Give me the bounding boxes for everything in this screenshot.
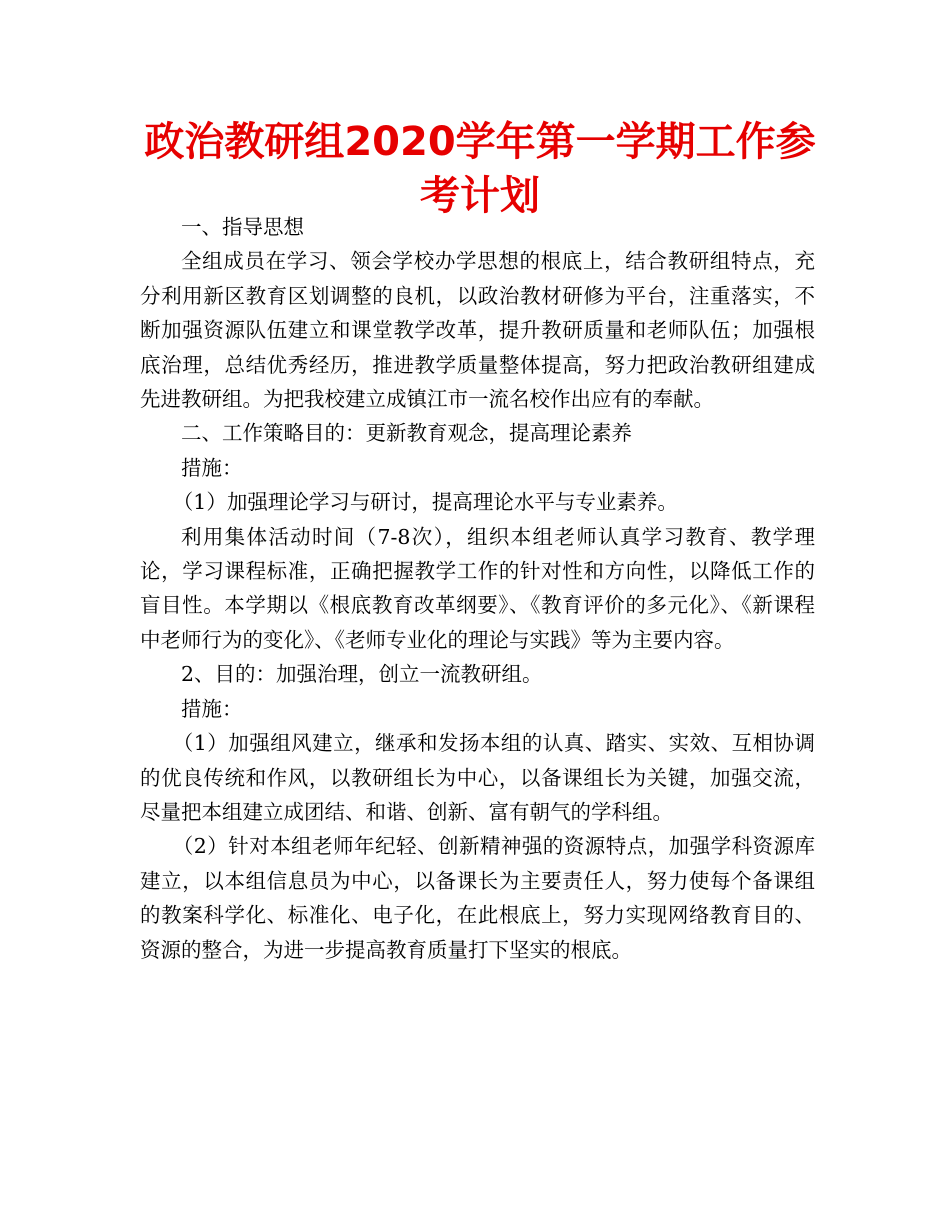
paragraph-study-plan: 利用集体活动时间（7-8次），组织本组老师认真学习教育、教学理论，学习课程标准，正确把握教学工作的针对性和方向性，以降低工作的盲目性。本学期以《根底教育改革纲要》、《教育评价的多元化》、《新课程中老师行为的变化》、《老师专业化的理论与实践》等为主要内容。: [140, 524, 815, 652]
document-body: [140, 210, 815, 967]
measure-item: （2）针对本组老师年纪轻、创新精神强的资源特点，加强学科资源库建立，以本组信息员为中心，以备课长为主要责任人，努力使每个备课组的教案科学化、标准化、电子化，在此根底上，努力实现网络教育目的、资源的整合，为进一步提高教育质量打下坚实的根底。: [140, 834, 815, 962]
measures-label: 措施：: [181, 455, 243, 480]
document-title: 政治教研组2020学年第一学期工作参考计划: [144, 119, 816, 219]
section-heading-guiding-ideology: 一、指导思想: [181, 215, 304, 239]
measure-item: （1）加强理论学习与研讨，提高理论水平与专业素养。: [172, 490, 678, 515]
measure-item: （1）加强组风建立，继承和发扬本组的认真、踏实、实效、互相协调的优良传统和作风，以教研组长为中心，以备课组长为关键，加强交流，尽量把本组建立成团结、和谐、创新、富有朝气的学科组。: [140, 731, 815, 824]
measures-label: 措施：: [181, 696, 243, 721]
paragraph-guiding-ideology: 全组成员在学习、领会学校办学思想的根底上，结合教研组特点，充分利用新区教育区划调整的良机，以政治教材研修为平台，注重落实，不断加强资源队伍建立和课堂教学改革，提升教研质量和老师队伍；加强根底治理，总结优秀经历，推进教学质量整体提高，努力把政治教研组建成先进教研组。为把我校建立成镇江市一流名校作出应有的奉献。: [140, 249, 815, 412]
section-heading-management-goal: 2、目的：加强治理，创立一流教研组。: [181, 662, 543, 687]
section-heading-work-strategy: 二、工作策略目的：更新教育观念，提高理论素养: [181, 421, 632, 446]
